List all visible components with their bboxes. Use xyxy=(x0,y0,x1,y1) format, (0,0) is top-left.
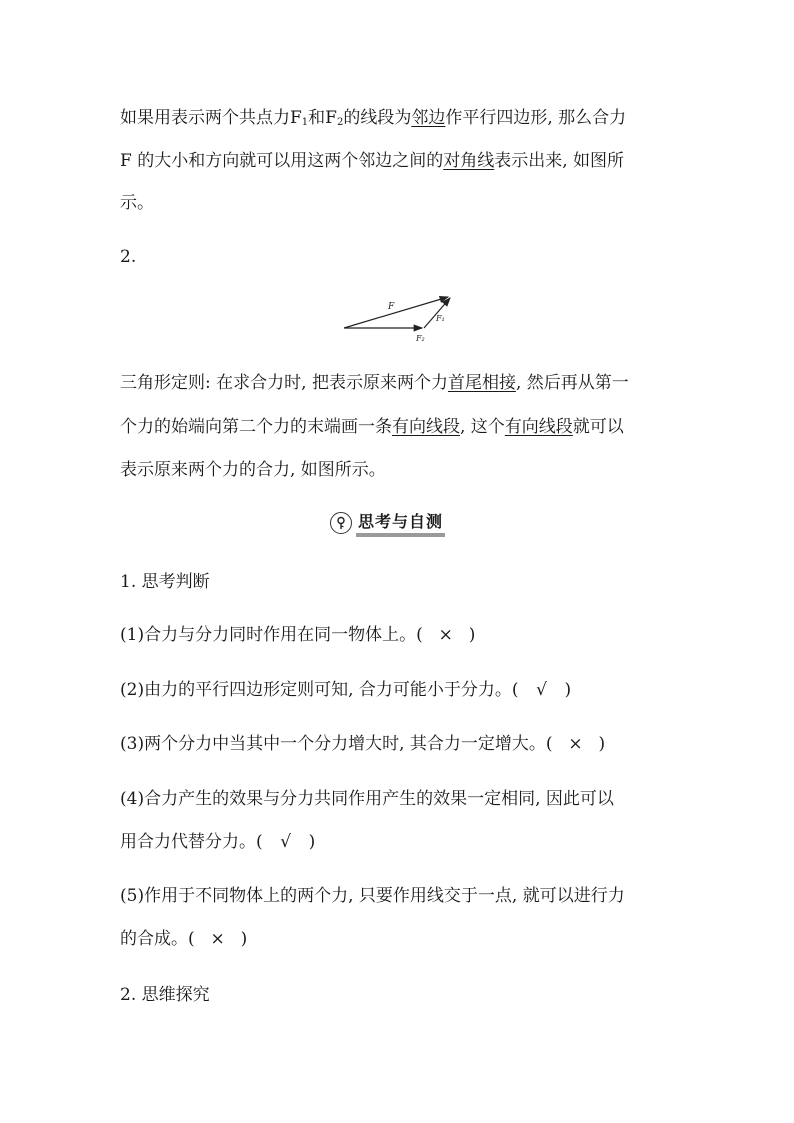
para2-line2: 个力的始端向第二个力的末端画一条有向线段, 这个有向线段就可以 xyxy=(120,417,624,437)
label-f1: F₁ xyxy=(436,314,445,323)
para2-line3: 表示原来两个力的合力, 如图所示。 xyxy=(120,460,386,480)
section-banner xyxy=(330,511,445,535)
item2-label: 2. xyxy=(120,247,137,267)
para1-line1: 如果用表示两个共点力$F_1$和$F_2$的线段为邻边作平行四边形, 那么合力 xyxy=(120,108,627,128)
para2-line1: 三角形定则: 在求合力时, 把表示原来两个力首尾相接, 然后再从第一 xyxy=(120,373,629,393)
question-5-line2: 的合成。( × ) xyxy=(120,929,248,949)
key-badge-icon xyxy=(330,512,352,534)
question-1: (1)合力与分力同时作用在同一物体上。( × ) xyxy=(120,625,476,645)
para1-line3: 示。 xyxy=(120,193,154,213)
answer-1: × xyxy=(438,625,453,645)
banner-title: 思考与自测 xyxy=(356,509,445,537)
para1-line2: F 的大小和方向就可以用这两个邻边之间的对角线表示出来, 如图所 xyxy=(120,151,625,171)
question-4-line1: (4)合力产生的效果与分力共同作用产生的效果一定相同, 因此可以 xyxy=(120,789,614,809)
section1-heading: 1. 思考判断 xyxy=(120,572,210,592)
label-f2: F₂ xyxy=(416,334,425,343)
vector-f-resultant xyxy=(344,297,448,328)
question-2: (2)由力的平行四边形定则可知, 合力可能小于分力。( √ ) xyxy=(120,680,572,700)
answer-3: × xyxy=(568,734,583,754)
question-5-line1: (5)作用于不同物体上的两个力, 只要作用线交于一点, 就可以进行力 xyxy=(120,886,625,906)
question-4-line2: 用合力代替分力。( √ ) xyxy=(120,832,316,852)
answer-2: √ xyxy=(536,680,547,700)
force-triangle-diagram xyxy=(330,288,470,350)
section2-heading: 2. 思维探究 xyxy=(120,985,210,1005)
answer-4: √ xyxy=(280,832,292,852)
answer-5: × xyxy=(210,929,225,949)
label-f: F xyxy=(388,302,395,312)
question-3: (3)两个分力中当其中一个分力增大时, 其合力一定增大。( × ) xyxy=(120,734,606,754)
